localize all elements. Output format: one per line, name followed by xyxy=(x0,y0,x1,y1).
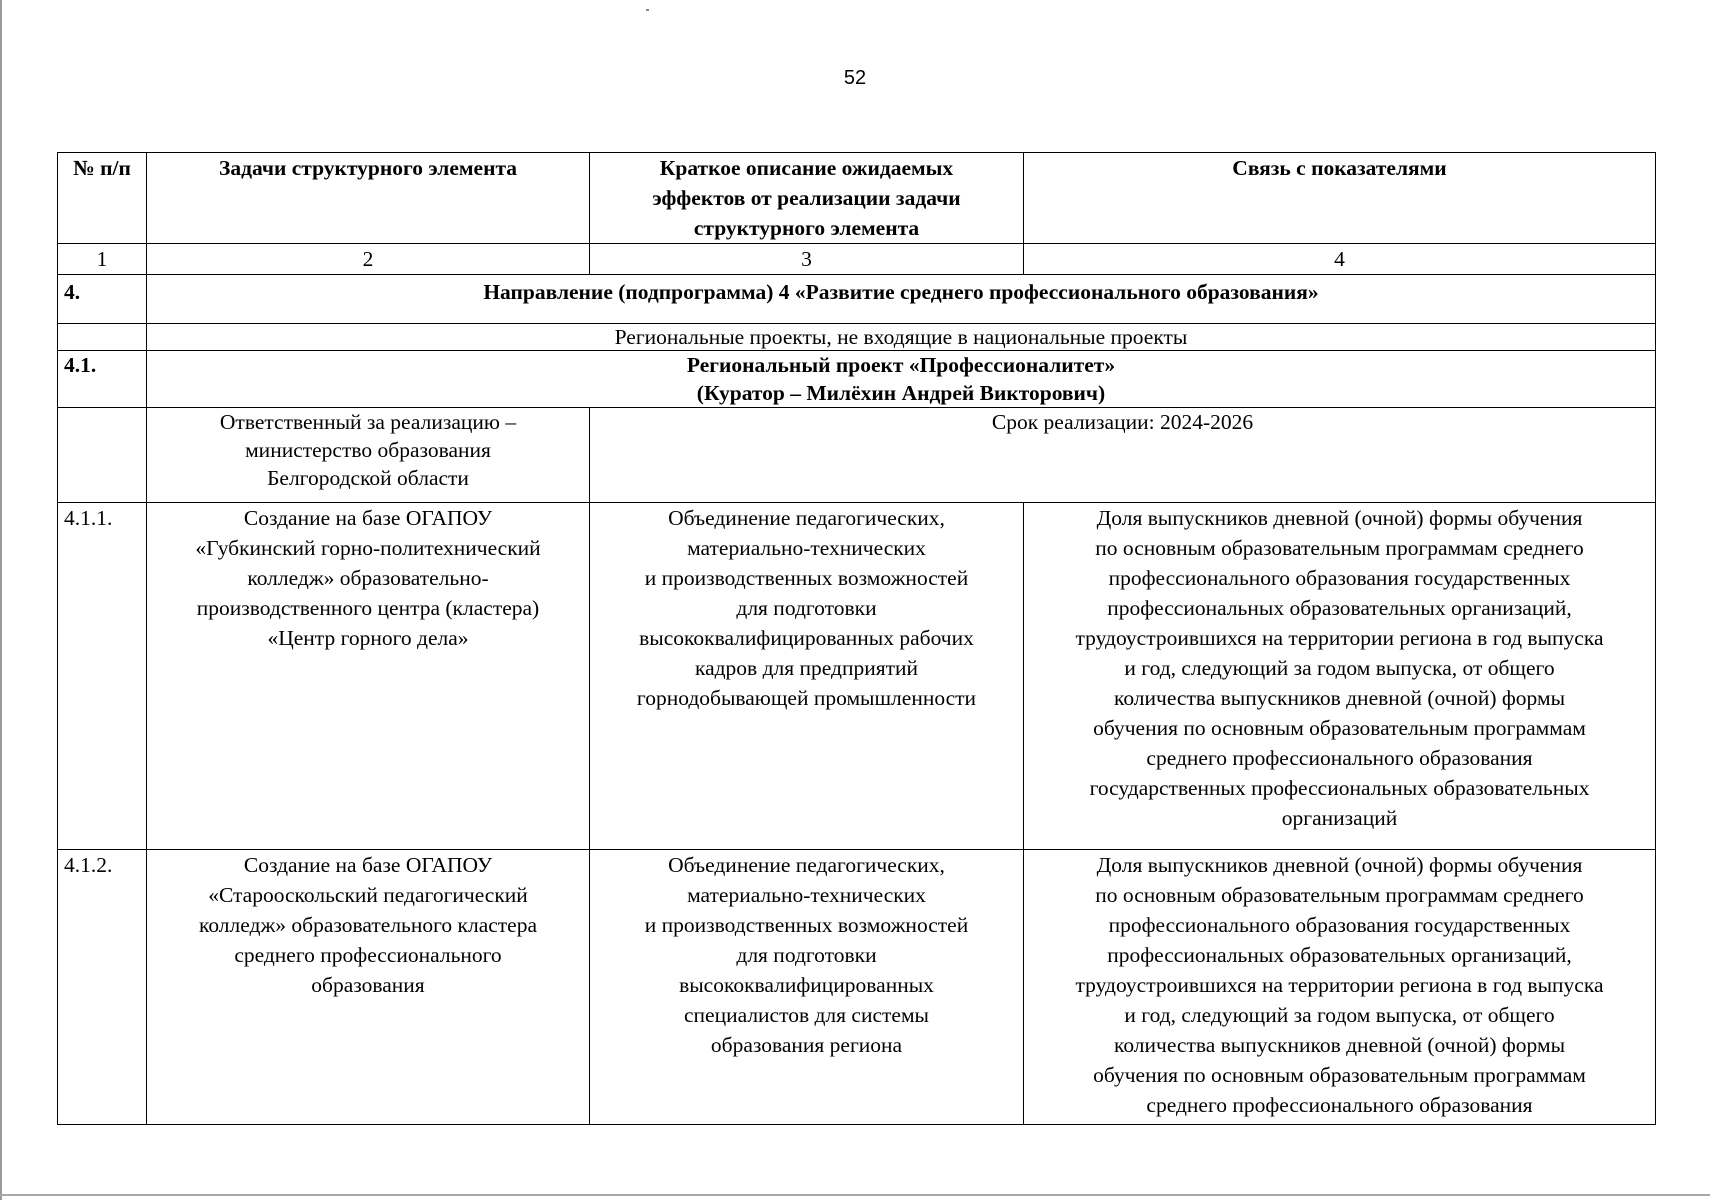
task-description: Создание на базе ОГАПОУ «Губкинский горно-политехнический колледж» образовательно- производственного центра (кластера) «Центр горного дела» xyxy=(147,503,590,850)
regional-projects-label: Региональные проекты, не входящие в национальные проекты xyxy=(147,324,1656,351)
scan-artifact xyxy=(646,9,649,11)
task-indicators: Доля выпускников дневной (очной) формы обучения по основным образовательным программам среднего профессионального образования государственных профессиональных образовательных организаций, трудоустроившихся на территории региона в год выпуска и год, следующий за годом выпуска, от общего количества выпускников дневной (очной) формы обучения по основным образовательным программам среднего профессионального образования государственных профессиональных образовательных организаций xyxy=(1024,503,1656,850)
column-numbers-row xyxy=(58,244,1656,275)
regional-projects-row xyxy=(58,324,1656,351)
table-row xyxy=(58,503,1656,850)
direction-number: 4. xyxy=(58,275,147,324)
structural-elements-table xyxy=(57,152,1656,1125)
direction-row xyxy=(58,275,1656,324)
project-title: Региональный проект «Профессионалитет» (Куратор – Милёхин Андрей Викторович) xyxy=(147,351,1656,408)
implementation-term: Срок реализации: 2024-2026 xyxy=(590,408,1656,503)
column-number: 1 xyxy=(58,244,147,275)
column-number: 2 xyxy=(147,244,590,275)
task-indicators: Доля выпускников дневной (очной) формы обучения по основным образовательным программам среднего профессионального образования государственных профессиональных образовательных организаций, трудоустроившихся на территории региона в год выпуска и год, следующий за годом выпуска, от общего количества выпускников дневной (очной) формы обучения по основным образовательным программам среднего профессионального образования xyxy=(1024,850,1656,1125)
task-effects: Объединение педагогических, материально-технических и производственных возможностей для подготовки высококвалифицированных рабочих кадров для предприятий горнодобывающей промышленности xyxy=(590,503,1024,850)
header-indicators: Связь с показателями xyxy=(1024,153,1656,244)
table-header-row xyxy=(58,153,1656,244)
column-number: 3 xyxy=(590,244,1024,275)
header-effects: Краткое описание ожидаемых эффектов от реализации задачи структурного элемента xyxy=(590,153,1024,244)
column-number: 4 xyxy=(1024,244,1656,275)
table-row xyxy=(58,850,1656,1125)
task-number: 4.1.1. xyxy=(58,503,147,850)
direction-title: Направление (подпрограмма) 4 «Развитие среднего профессионального образования» xyxy=(147,275,1656,324)
task-description: Создание на базе ОГАПОУ «Старооскольский педагогический колледж» образовательного кластера среднего профессионального образования xyxy=(147,850,590,1125)
header-number: № п/п xyxy=(58,153,147,244)
project-number: 4.1. xyxy=(58,351,147,408)
responsible-text: Ответственный за реализацию – министерство образования Белгородской области xyxy=(147,408,590,503)
responsible-row xyxy=(58,408,1656,503)
page-edge xyxy=(0,0,2,1200)
empty-cell xyxy=(58,324,147,351)
project-row xyxy=(58,351,1656,408)
task-effects: Объединение педагогических, материально-технических и производственных возможностей для подготовки высококвалифицированных специалистов для системы образования региона xyxy=(590,850,1024,1125)
page-bottom-edge xyxy=(0,1194,1710,1196)
header-tasks: Задачи структурного элемента xyxy=(147,153,590,244)
page-number: 52 xyxy=(843,67,867,89)
task-number: 4.1.2. xyxy=(58,850,147,1125)
empty-cell xyxy=(58,408,147,503)
